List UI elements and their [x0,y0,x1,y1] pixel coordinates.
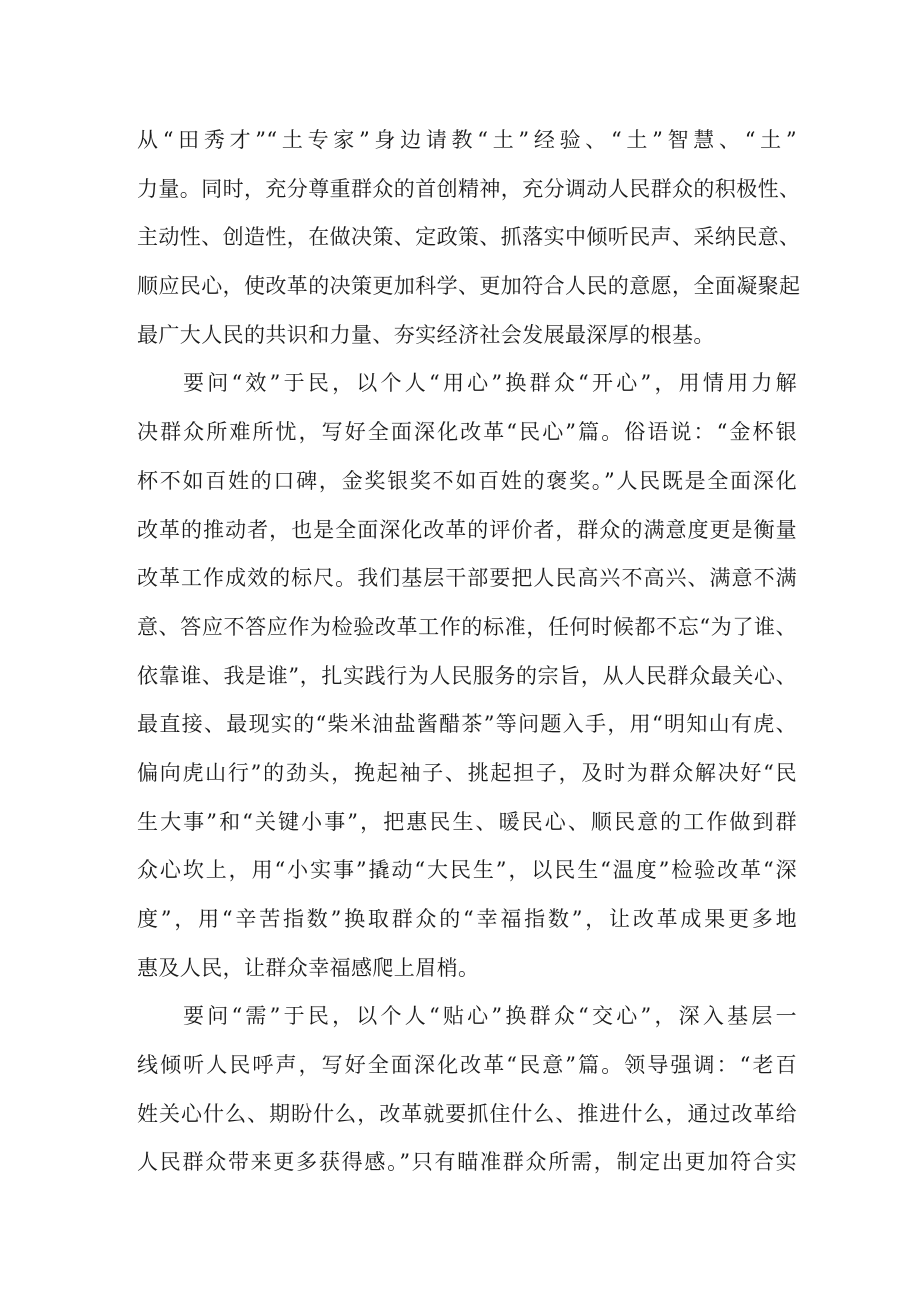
document-body [137,116,801,1187]
text-line: 主动性、创造性，在做决策、定政策、抓落实中倾听民声、采纳民意、 [137,225,801,250]
text-line: 从“田秀才”“土专家”身边请教“土”经验、“土”智慧、“土” [137,128,797,152]
text-line: 惠及人民，让群众幸福感爬上眉梢。 [137,955,480,980]
text-line: 人民群众带来更多获得感。”只有瞄准群众所需，制定出更加符合实 [137,1150,797,1175]
text-line: 偏向虎山行”的劲头，挽起袖子、挑起担子，及时为群众解决好“民 [137,760,797,785]
text-line: 姓关心什么、期盼什么，改革就要抓住什么、推进什么，通过改革给 [137,1101,797,1126]
text-line: 生大事”和“关键小事”，把惠民生、暖民心、顺民意的工作做到群 [137,809,797,834]
text-line: 顺应民心，使改革的决策更加科学、更加符合人民的意愿，全面凝聚起 [137,274,801,299]
text-line: 线倾听人民呼声，写好全面深化改革“民意”篇。领导强调：“老百 [137,1053,797,1078]
text-line: 依靠谁、我是谁”，扎实践行为人民服务的宗旨，从人民群众最关心、 [137,663,797,688]
text-line: 众心坎上，用“小实事”撬动“大民生”，以民生“温度”检验改革“深 [137,858,797,883]
text-line: 杯不如百姓的口碑，金奖银奖不如百姓的褒奖。”人民既是全面深化 [137,468,797,493]
text-line: 要问“需”于民，以个人“贴心”换群众“交心”，深入基层一 [183,1004,797,1029]
text-line: 意、答应不答应作为检验改革工作的标准，任何时候都不忘“为了谁、 [137,614,797,639]
text-line: 决群众所难所忧，写好全面深化改革“民心”篇。俗语说：“金杯银 [137,420,797,445]
paragraph-2 [137,359,797,992]
text-line: 改革的推动者，也是全面深化改革的评价者，群众的满意度更是衡量 [137,517,797,542]
text-line: 改革工作成效的标尺。我们基层干部要把人民高兴不高兴、满意不满 [137,566,797,591]
paragraph-3 [137,992,797,1187]
text-line: 力量。同时，充分尊重群众的首创精神，充分调动人民群众的积极性、 [137,176,801,201]
text-line: 最直接、最现实的“柴米油盐酱醋茶”等问题入手，用“明知山有虎、 [137,712,797,737]
text-line: 要问“效”于民，以个人“用心”换群众“开心”，用情用力解 [183,371,797,396]
text-line: 最广大人民的共识和力量、夯实经济社会发展最深厚的根基。 [137,322,715,347]
text-line: 度”，用“辛苦指数”换取群众的“幸福指数”，让改革成果更多地 [137,907,797,931]
paragraph-1 [137,116,801,359]
